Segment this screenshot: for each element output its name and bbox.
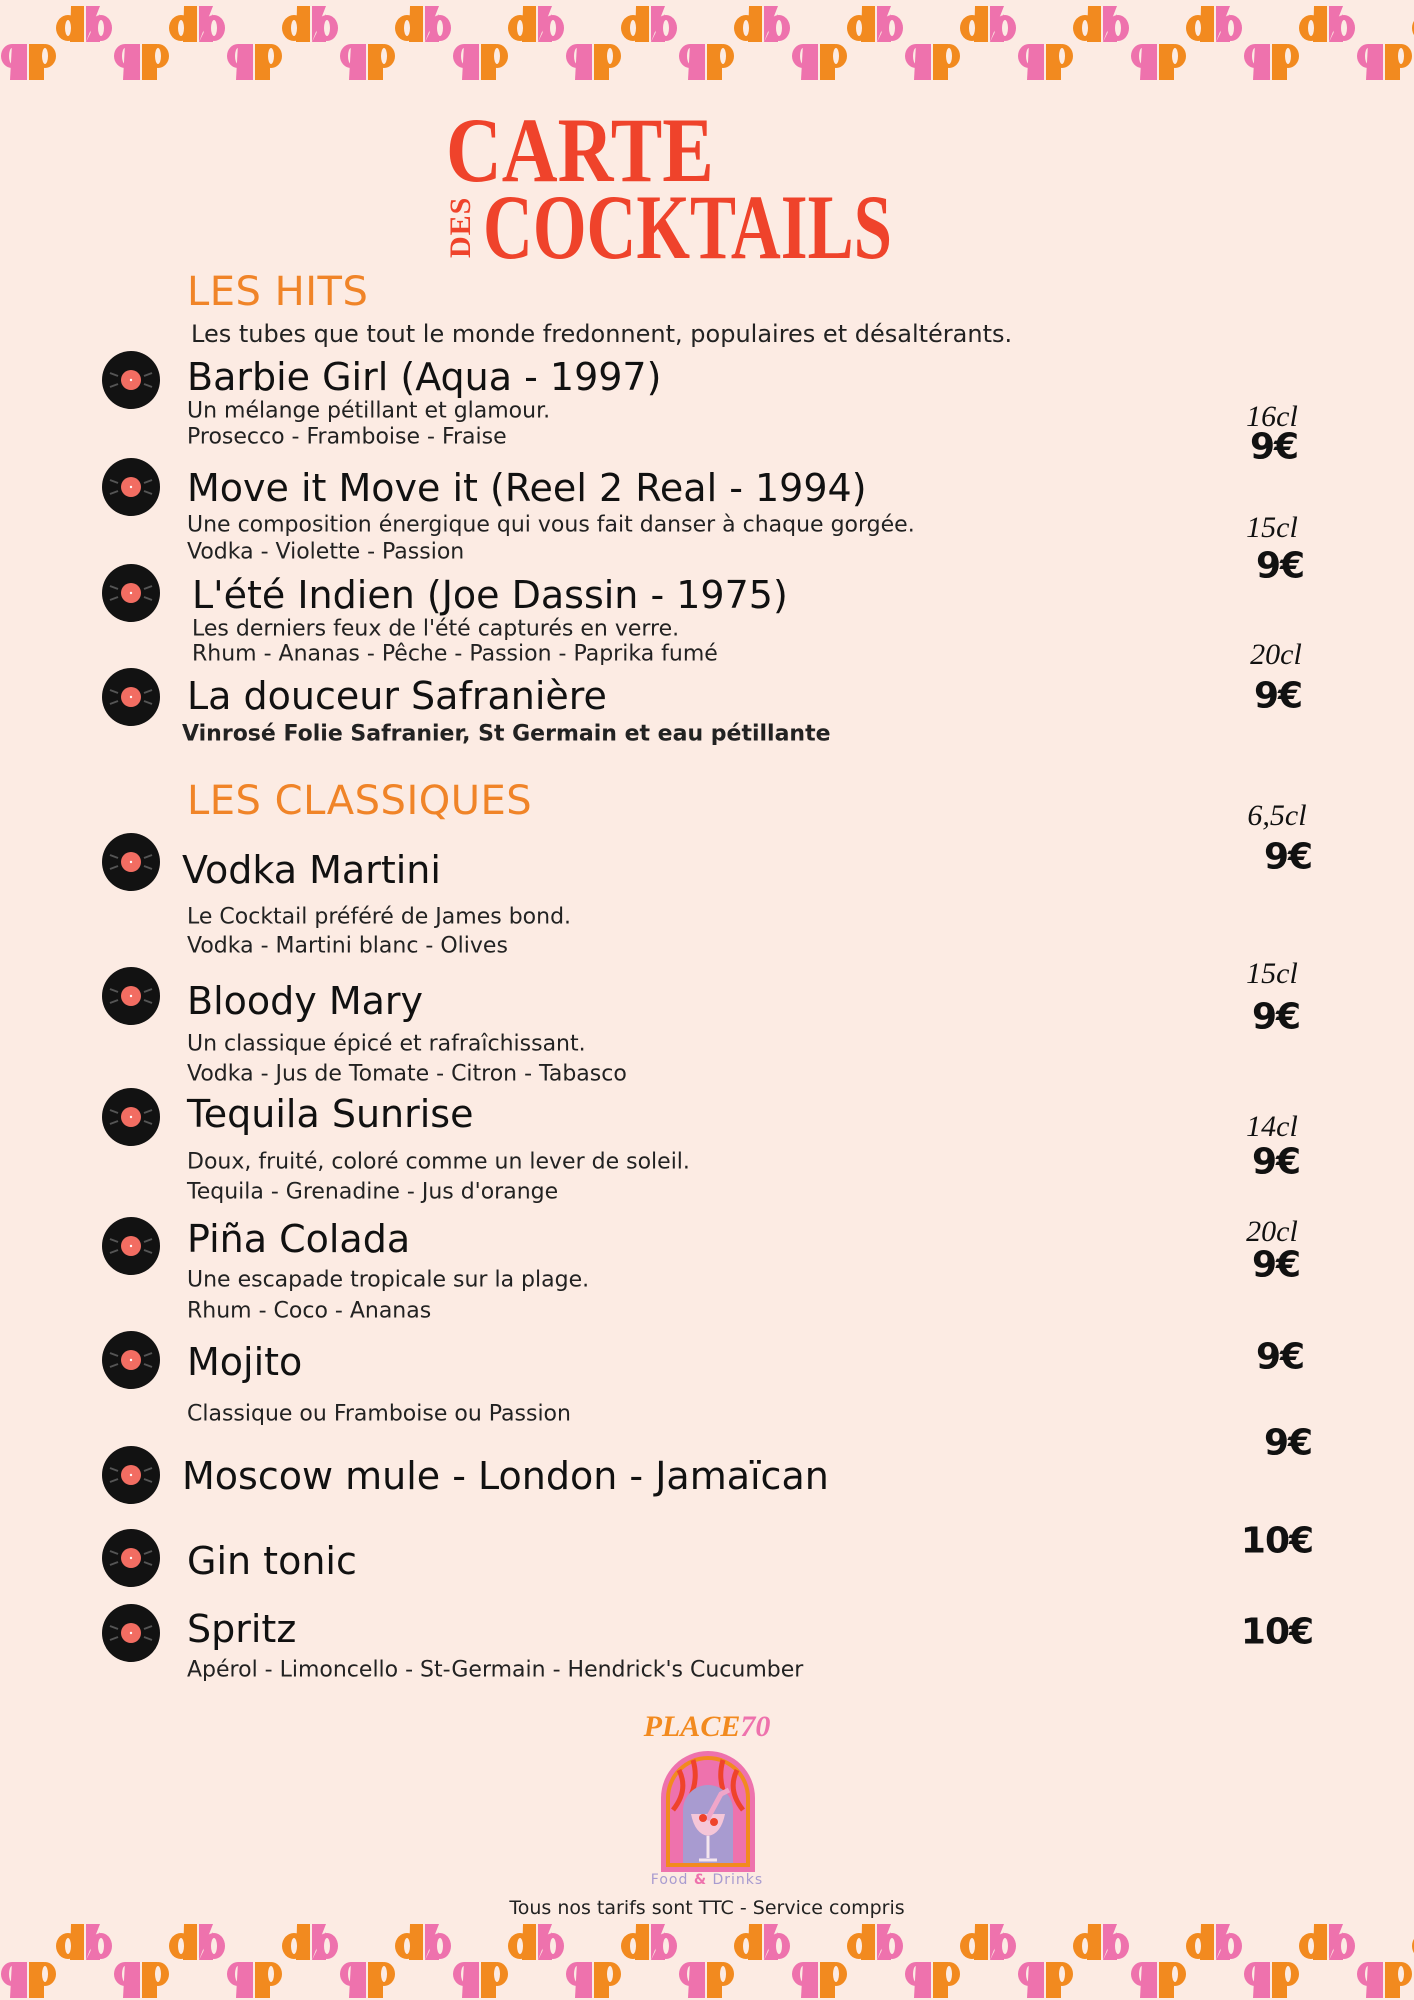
item-name: Move it Move it (Reel 2 Real - 1994) <box>187 466 867 510</box>
item-volume: 15cl <box>1246 957 1298 990</box>
item-ingredients: Vodka - Martini blanc - Olives <box>187 933 508 959</box>
vinyl-record-icon <box>102 1604 160 1662</box>
vinyl-record-icon <box>102 458 160 516</box>
item-price: 9€ <box>1249 426 1299 468</box>
item-price: 9€ <box>1251 1141 1301 1183</box>
section-heading-classics: LES CLASSIQUES <box>187 778 533 824</box>
item-volume: 16cl <box>1246 400 1298 433</box>
item-description: Doux, fruité, coloré comme un lever de soleil. <box>187 1149 690 1175</box>
item-description: Le Cocktail préféré de James bond. <box>187 904 572 930</box>
tagline-ampersand: & <box>693 1872 708 1888</box>
item-volume: 14cl <box>1246 1110 1298 1143</box>
item-volume: 6,5cl <box>1247 799 1307 832</box>
vinyl-record-icon <box>102 1446 160 1504</box>
title-des: DES <box>444 196 477 258</box>
item-volume: 20cl <box>1246 1215 1298 1248</box>
vinyl-record-icon <box>102 1088 160 1146</box>
bottom-border-pattern <box>0 1918 1414 2000</box>
item-ingredients: Vodka - Jus de Tomate - Citron - Tabasco <box>187 1061 627 1087</box>
item-description: Une escapade tropicale sur la plage. <box>187 1267 590 1293</box>
item-ingredients: Rhum - Coco - Ananas <box>187 1298 432 1324</box>
item-description: Vinrosé Folie Safranier, St Germain et eau pétillante <box>182 721 831 747</box>
item-ingredients: Apérol - Limoncello - St-Germain - Hendrick's Cucumber <box>187 1657 804 1683</box>
vinyl-record-icon <box>102 668 160 726</box>
vinyl-record-icon <box>102 1217 160 1275</box>
item-volume: 15cl <box>1246 511 1298 544</box>
vinyl-record-icon <box>102 351 160 409</box>
tagline-food: Food <box>650 1872 689 1888</box>
item-name: Vodka Martini <box>182 848 441 892</box>
item-ingredients: Prosecco - Framboise - Fraise <box>187 424 507 450</box>
item-price: 9€ <box>1253 675 1303 717</box>
item-name: La douceur Safranière <box>187 674 607 718</box>
item-price: 9€ <box>1255 1336 1305 1378</box>
item-name: L'été Indien (Joe Dassin - 1975) <box>192 573 788 617</box>
item-ingredients: Tequila - Grenadine - Jus d'orange <box>187 1179 559 1205</box>
section-subtitle-hits: Les tubes que tout le monde fredonnent, populaires et désaltérants. <box>191 320 1013 348</box>
item-description: Une composition énergique qui vous fait danser à chaque gorgée. <box>187 512 915 538</box>
title-carte: CARTE <box>446 99 714 201</box>
vinyl-record-icon <box>102 1529 160 1587</box>
item-name: Tequila Sunrise <box>187 1092 474 1136</box>
vinyl-record-icon <box>102 564 160 622</box>
item-name: Spritz <box>187 1607 297 1651</box>
item-ingredients: Rhum - Ananas - Pêche - Passion - Paprika fumé <box>192 641 718 667</box>
vinyl-record-icon <box>102 833 160 891</box>
item-price: 9€ <box>1263 836 1313 878</box>
item-description: Un classique épicé et rafraîchissant. <box>187 1031 586 1057</box>
item-description: Un mélange pétillant et glamour. <box>187 398 551 424</box>
brand-name-70: 70 <box>740 1710 771 1743</box>
vinyl-record-icon <box>102 1331 160 1389</box>
item-description: Classique ou Framboise ou Passion <box>187 1401 571 1427</box>
item-price: 10€ <box>1240 1520 1314 1562</box>
item-price: 9€ <box>1251 1244 1301 1286</box>
item-volume: 20cl <box>1250 638 1302 671</box>
vinyl-record-icon <box>102 967 160 1025</box>
footer-note: Tous nos tarifs sont TTC - Service compris <box>509 1897 905 1919</box>
item-price: 9€ <box>1255 545 1305 587</box>
item-name: Mojito <box>187 1340 303 1384</box>
item-name: Barbie Girl (Aqua - 1997) <box>187 355 662 399</box>
item-name: Bloody Mary <box>187 979 423 1023</box>
tagline <box>600 1872 814 1888</box>
tagline-drinks: Drinks <box>712 1872 764 1888</box>
top-border-pattern <box>0 0 1414 82</box>
item-name: Gin tonic <box>187 1539 357 1583</box>
cocktail-arch-logo-icon <box>659 1750 757 1872</box>
section-heading-hits: LES HITS <box>187 269 369 315</box>
item-price: 9€ <box>1251 996 1301 1038</box>
item-description: Les derniers feux de l'été capturés en verre. <box>192 616 680 642</box>
item-name: Moscow mule - London - Jamaïcan <box>182 1454 829 1498</box>
item-price: 9€ <box>1263 1422 1313 1464</box>
title-cocktails: COCKTAILS <box>483 176 892 278</box>
item-price: 10€ <box>1240 1611 1314 1653</box>
brand-logo-text <box>640 1710 774 1744</box>
item-ingredients: Vodka - Violette - Passion <box>187 539 465 565</box>
brand-name-place: PLACE <box>643 1710 741 1743</box>
item-name: Piña Colada <box>187 1217 411 1261</box>
